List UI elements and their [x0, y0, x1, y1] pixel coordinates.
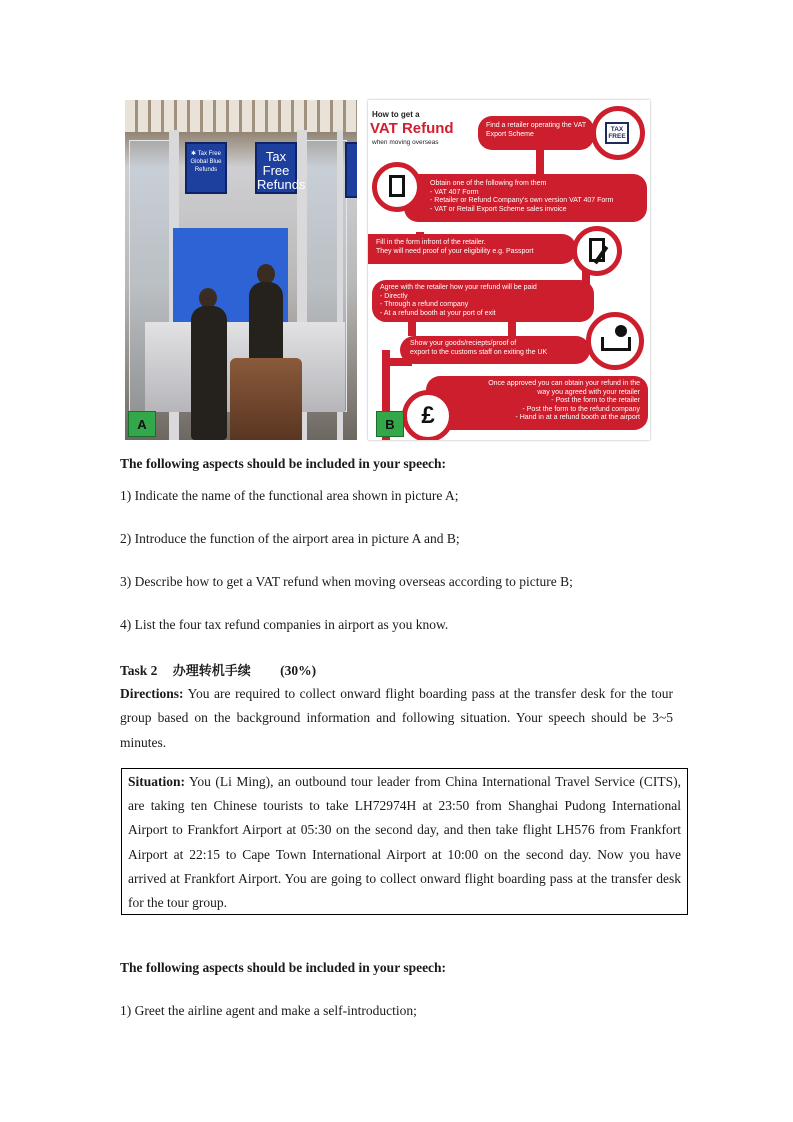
sign-line: Global Blue [190, 159, 222, 165]
task2-directions [120, 682, 673, 755]
picture-a-airport-tax-free-desk [125, 100, 357, 440]
task2-title-cn: 办理转机手续 [172, 664, 251, 679]
clipboard-pen-icon [572, 226, 622, 276]
picture-a-badge: A [128, 411, 156, 437]
directions-label: Directions: [120, 686, 184, 701]
task2-aspect-item: 1) Greet the airline agent and make a self-introduction; [120, 1003, 417, 1018]
step-5-box: Show your goods/reciepts/proof of export to the customs staff on exiting the UK [400, 336, 590, 364]
ceiling [125, 100, 357, 132]
step-4-box: Agree with the retailer how your refund will be paid - Directly - Through a refund company - At a refund booth at your port of exit [372, 280, 594, 322]
directions-text: You are required to collect onward flight boarding pass at the transfer desk for the tour group based on the background information and following situation. Your speech should be 3~5 minutes. [120, 686, 673, 750]
task1-aspect-item: 3) Describe how to get a VAT refund when moving overseas according to picture B; [120, 574, 573, 589]
task2-weight: (30%) [280, 663, 317, 678]
picture-b-badge: B [376, 411, 404, 437]
global-blue-sign [185, 142, 227, 194]
traveler-figure [191, 306, 227, 440]
step-6-box: Once approved you can obtain your refund in the way you agreed with your retailer - Post the form to the retailer - Post the form to the refund company - Hand in at a refund booth at the airport [426, 376, 648, 430]
task1-aspects-heading: The following aspects should be included in your speech: [120, 456, 447, 471]
infographic-title-sub: when moving overseas [372, 139, 439, 146]
task2-aspects-heading: The following aspects should be included in your speech: [120, 960, 447, 975]
step-1-box: Find a retailer operating the VAT Export Scheme [478, 116, 594, 150]
tax-free-icon [591, 106, 645, 160]
task1-aspect-item: 2) Introduce the function of the airport area in picture A and B; [120, 531, 460, 546]
document-icon [372, 162, 422, 212]
pound-icon: £ [402, 390, 454, 440]
sign-line: ✱ Tax Free [191, 151, 221, 157]
situation-text: You (Li Ming), an outbound tour leader from China International Travel Service (CITS), are taking ten Chinese tourists to take LH72974H at 23:50 from Shanghai Pudong International Airport to Frankfort Airport at 05:30 on the second day, and then take flight LH576 from Frankfort Airport at 22:15 to Cape Town International Airport at 10:00 on the second day. Now you have arrived at Frankfort Airport. You are going to collect onward flight boarding pass at the transfer desk for the tour group. [128, 774, 682, 911]
step-3-box: Fill in the form infront of the retailer. They will need proof of your eligibility e.g. Passport [368, 234, 576, 264]
customs-officer-icon [586, 312, 644, 370]
situation-box [121, 768, 688, 915]
sign-line: Refunds [194, 167, 218, 173]
infographic-title-main: VAT Refund [370, 120, 454, 137]
task1-aspect-item: 1) Indicate the name of the functional area shown in picture A; [120, 488, 459, 503]
infographic-title-top: How to get a [372, 110, 420, 119]
tax-free-refunds-sign: Tax Free Refunds [255, 142, 297, 194]
person-head [199, 288, 217, 308]
task1-aspect-item: 4) List the four tax refund companies in airport as you know. [120, 617, 449, 632]
person-head [257, 264, 275, 284]
sign-partial [345, 142, 357, 198]
wooden-bin [230, 358, 302, 440]
situation-label: Situation: [128, 774, 186, 789]
task2-heading [120, 660, 316, 679]
tax-free-label: TAX FREE [605, 122, 629, 144]
step-2-box: Obtain one of the following from them - VAT 407 Form - Retailer or Refund Company's own version VAT 407 Form - VAT or Retail Export Scheme sales invoice [404, 174, 647, 222]
task2-label: Task 2 [120, 663, 158, 678]
picture-b-vat-refund-infographic [368, 100, 650, 440]
